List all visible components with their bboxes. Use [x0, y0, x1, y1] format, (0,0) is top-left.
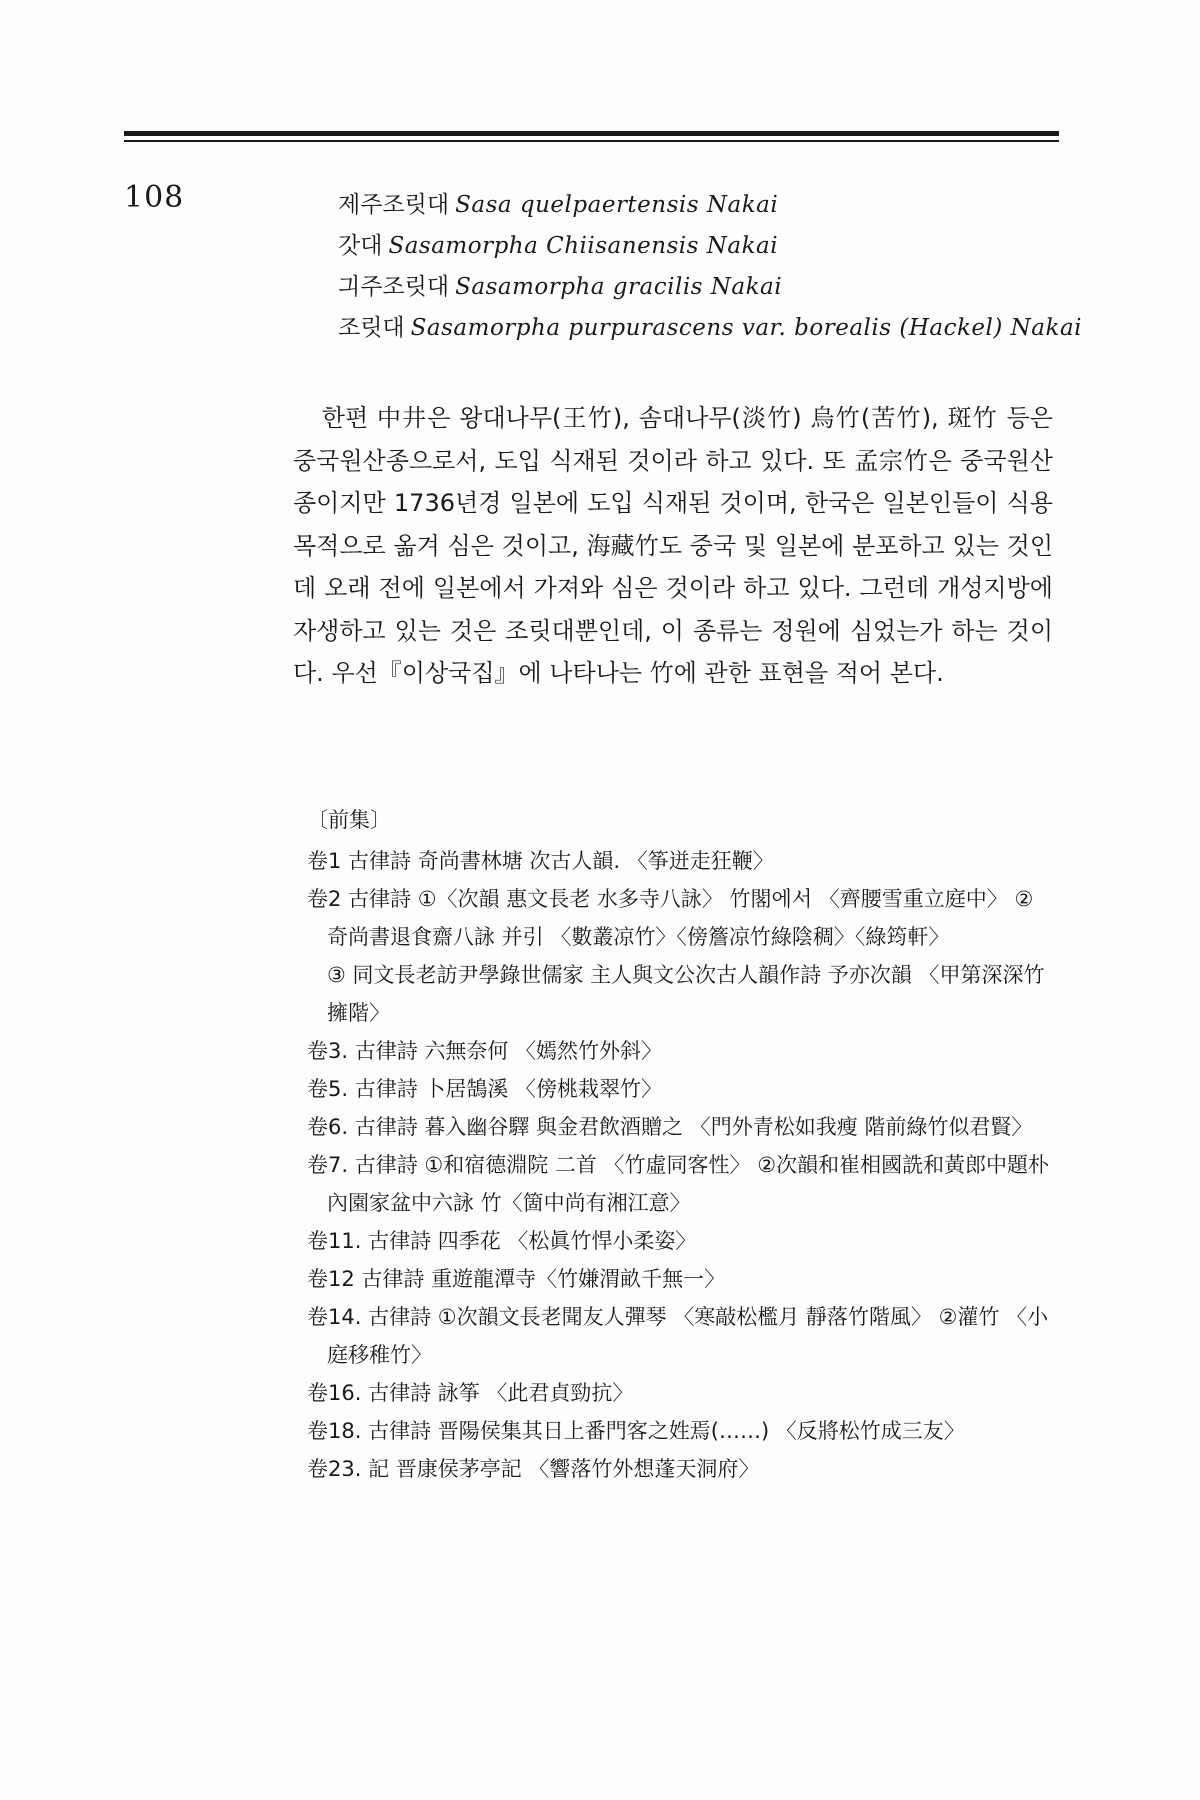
citation-list — [307, 842, 1052, 1488]
page-number: 108 — [124, 180, 185, 215]
species-scientific-name: Sasamorpha purpurascens var. borealis (Hackel) Nakai — [410, 315, 1083, 341]
header-rule-thick — [124, 131, 1059, 136]
citation-entry: ③ 同文長老訪尹學錄世儒家 主人與文公次古人韻作詩 予亦次韻 〈甲第深深竹擁階〉 — [327, 963, 1045, 1025]
citation-entry: 卷16. 古律詩 詠筝 〈此君貞勁抗〉 — [307, 1381, 634, 1405]
citation-entry: 卷6. 古律詩 暮入幽谷驛 與金君飲酒贈之 〈門外青松如我瘦 階前綠竹似君賢〉 — [307, 1115, 1033, 1139]
citation-entry: 卷18. 古律詩 晋陽侯集其日上番門客之姓焉(……) 〈反將松竹成三友〉 — [307, 1419, 965, 1443]
body-paragraph: 한편 中井은 왕대나무(王竹), 솜대나무(淡竹) 烏竹(苦竹), 斑竹 등은 중국원산종으로서, 도입 식재된 것이라 하고 있다. 또 孟宗竹은 중국원산종이지만 1736년경 일본에 도입 식재된 것이며, 한국은 일본인들이 식용목적으로 옮겨 심은 것이고, 海藏竹도 중국 및 일본에 분포하고 있는 것인데 오래 전에 일본에서 가져와 심은 것이라 하고 있다. 그런데 개성지방에 자생하고 있는 것은 조릿대뿐인데, 이 종류는 정원에 심었는가 하는 것이다. 우선『이상국집』에 나타나는 竹에 관한 표현을 적어 본다. — [293, 404, 1053, 687]
species-item — [338, 309, 1083, 350]
species-korean-name: 제주조릿대 — [338, 192, 450, 218]
citation-entry: 卷5. 古律詩 卜居鵠溪 〈傍桃栽翠竹〉 — [307, 1077, 663, 1101]
species-scientific-name: Sasamorpha Chiisanensis Nakai — [388, 233, 779, 259]
citation-entry: 卷23. 記 晋康侯茅亭記 〈響落竹外想蓬天洞府〉 — [307, 1457, 760, 1481]
species-korean-name: 긔주조릿대 — [338, 274, 450, 300]
species-item — [338, 227, 1078, 268]
species-item — [338, 268, 1078, 309]
species-korean-name: 조릿대 — [338, 315, 405, 341]
citation-entry: 卷1 古律詩 奇尚書林塘 次古人韻. 〈筝迸走狂鞭〉 — [307, 849, 774, 873]
species-korean-name: 갓대 — [338, 233, 383, 259]
section-label: 〔前集〕 — [307, 808, 391, 832]
species-list — [338, 186, 1083, 350]
citation-entry: 卷2 古律詩 ①〈次韻 惠文長老 水多寺八詠〉 竹閣에서 〈齊腰雪重立庭中〉 ②奇尚書退食齋八詠 并引 〈數叢凉竹〉〈傍簷凉竹綠陰稠〉〈綠筠軒〉 — [307, 887, 1034, 949]
citation-entry: 卷3. 古律詩 六無奈何 〈嫣然竹外斜〉 — [307, 1039, 663, 1063]
citation-entry: 卷11. 古律詩 四季花 〈松眞竹悍小柔姿〉 — [307, 1229, 697, 1253]
citation-entry: 卷12 古律詩 重遊龍潭寺〈竹嫌渭畝千無一〉 — [307, 1267, 726, 1291]
header-rule-thin — [124, 140, 1059, 142]
species-scientific-name: Sasa quelpaertensis Nakai — [455, 192, 779, 218]
citation-entry: 卷7. 古律詩 ①和宿德淵院 二首 〈竹虛同客性〉 ②次韻和崔相國詵和黃郎中題朴內園家盆中六詠 竹〈箇中尚有湘江意〉 — [307, 1153, 1050, 1215]
citation-entry: 卷14. 古律詩 ①次韻文長老聞友人彈琴 〈寒敲松檻月 靜落竹階風〉 ②灌竹 〈小庭移稚竹〉 — [307, 1305, 1049, 1367]
species-scientific-name: Sasamorpha gracilis Nakai — [455, 274, 783, 300]
species-item — [338, 186, 1078, 227]
